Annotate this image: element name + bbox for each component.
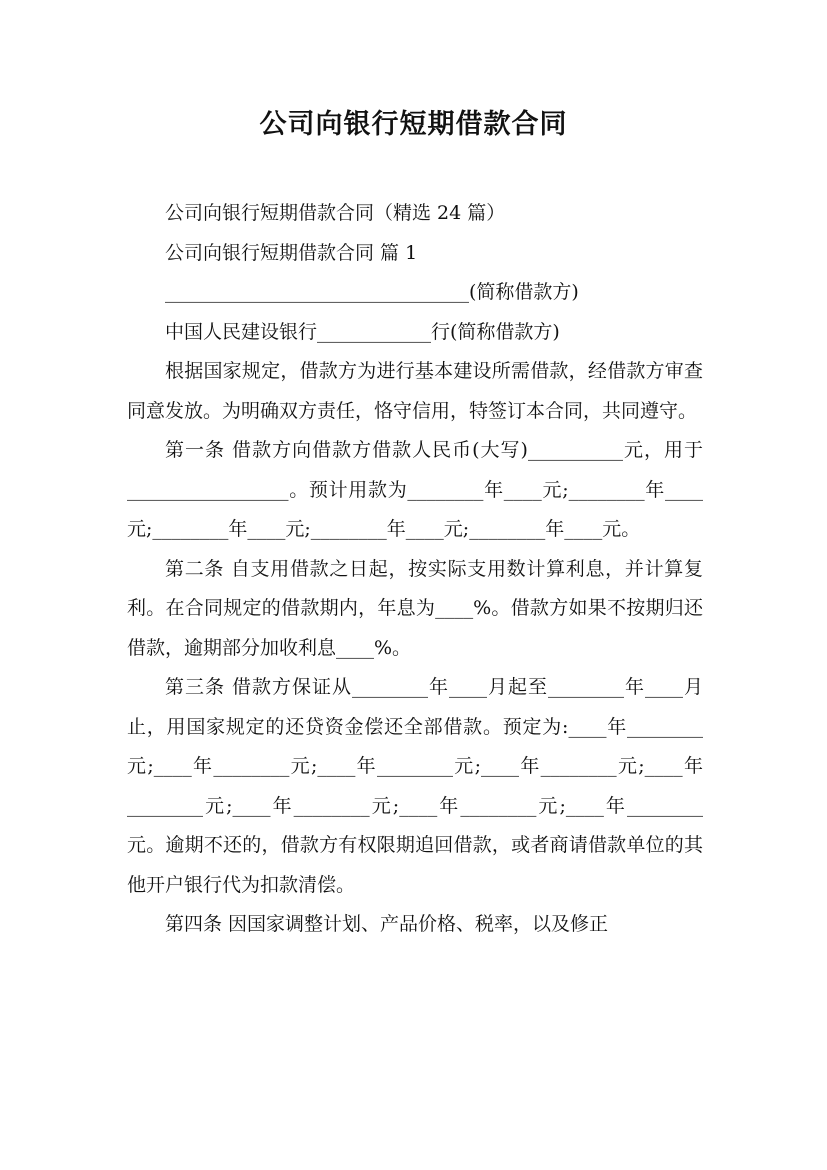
paragraph-article-3: 第三条 借款方保证从________年____月起至________年____月止，用国家规定的还贷资金偿还全部借款。预定为:____年________元;____年________元;____年________元;____年________元;____年________元;____年________元;____年________元;____年________元。逾期不还的，借款方有权限期追回借款，或者商请借款单位的其他开户银行代为扣款清偿。 bbox=[127, 676, 703, 896]
paragraph-preamble: 根据国家规定，借款方为进行基本建设所需借款，经借款方审查同意发放。为明确双方责任，恪守信用，特签订本合同，共同遵守。 bbox=[127, 360, 703, 422]
paragraph-article-1: 第一条 借款方向借款方借款人民币(大写)__________元，用于_________________。预计用款为________年____元;________年____元;________年____元;________年____元;________年____元。 bbox=[127, 439, 703, 540]
paragraph-party-borrower: ________________________________(简称借款方) bbox=[165, 281, 579, 303]
paragraph-article-4: 第四条 因国家调整计划、产品价格、税率，以及修正 bbox=[165, 913, 609, 935]
paragraph-party-bank: 中国人民建设银行____________行(简称借款方) bbox=[165, 320, 560, 343]
document-body bbox=[127, 194, 703, 945]
paragraph-section-heading: 公司向银行短期借款合同 篇 1 bbox=[165, 241, 418, 264]
paragraph-subtitle: 公司向银行短期借款合同（精选 24 篇） bbox=[165, 202, 506, 224]
document-title: 公司向银行短期借款合同 bbox=[259, 109, 568, 140]
paragraph-article-2: 第二条 自支用借款之日起，按实际支用数计算利息，并计算复利。在合同规定的借款期内，年息为____%。借款方如果不按期归还借款，逾期部分加收利息____%。 bbox=[127, 557, 703, 659]
